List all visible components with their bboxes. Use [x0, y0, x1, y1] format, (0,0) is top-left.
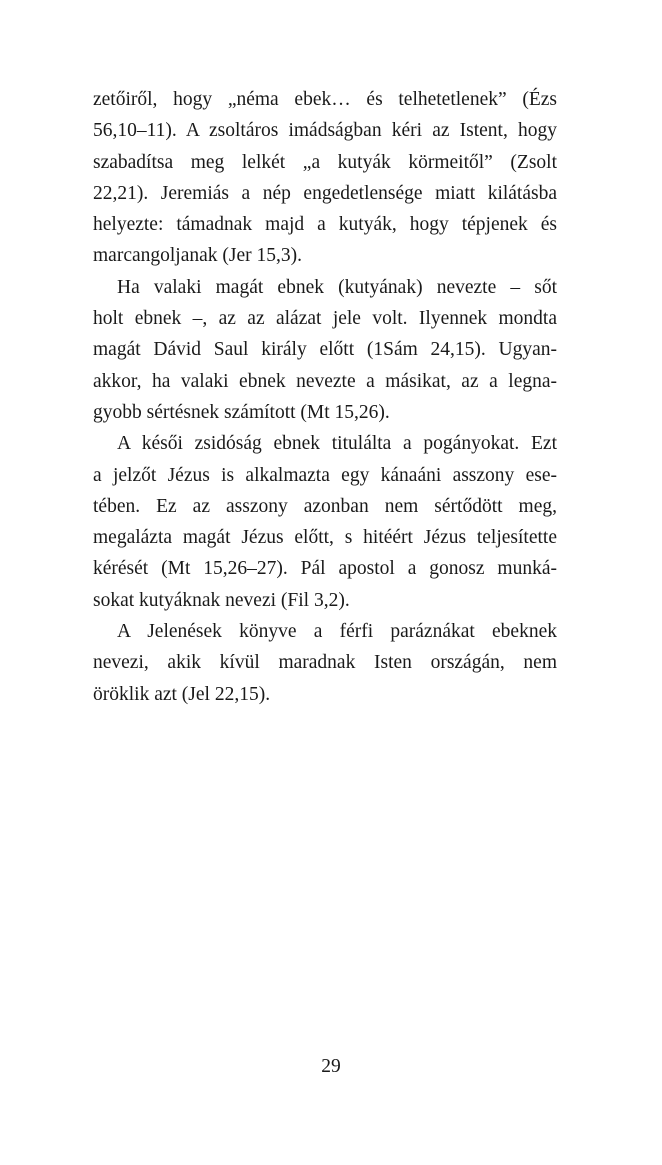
text-line: Ha valaki magát ebnek (kutyának) nevezte – sőt — [117, 276, 557, 298]
text-line: kérését (Mt 15,26–27). Pál apostol a gonosz munká- — [93, 558, 557, 580]
paragraph — [93, 272, 557, 428]
text-line: A Jelenések könyve a férfi paráznákat ebeknek — [117, 621, 557, 643]
text-line: helyezte: támadnak majd a kutyák, hogy tépjenek és — [93, 214, 557, 236]
text-line: a jelzőt Jézus is alkalmazta egy kánaáni asszony ese- — [93, 464, 557, 486]
page-body-text — [93, 84, 557, 710]
paragraph — [93, 428, 557, 616]
text-line: szabadítsa meg lelkét „a kutyák körmeitől” (Zsolt — [93, 151, 557, 173]
text-line: holt ebnek –, az az alázat jele volt. Ilyennek mondta — [93, 308, 557, 330]
text-line: megalázta magát Jézus előtt, s hitéért Jézus teljesítette — [93, 527, 557, 549]
text-line: gyobb sértésnek számított (Mt 15,26). — [93, 401, 390, 423]
text-line: tében. Ez az asszony azonban nem sértődött meg, — [93, 495, 557, 517]
text-line: 22,21). Jeremiás a nép engedetlensége miatt kilátásba — [93, 182, 557, 204]
text-line: magát Dávid Saul király előtt (1Sám 24,15). Ugyan- — [93, 339, 557, 361]
text-line: A késői zsidóság ebnek titulálta a pogányokat. Ezt — [117, 433, 557, 455]
text-line: marcangoljanak (Jer 15,3). — [93, 245, 302, 267]
text-line: nevezi, akik kívül maradnak Isten országán, nem — [93, 652, 557, 674]
text-line: akkor, ha valaki ebnek nevezte a másikat, az a legna- — [93, 370, 557, 392]
text-line: öröklik azt (Jel 22,15). — [93, 683, 271, 705]
text-line: 56,10–11). A zsoltáros imádságban kéri az Istent, hogy — [93, 120, 557, 142]
paragraph — [93, 84, 557, 272]
text-line: zetőiről, hogy „néma ebek… és telhetetlenek” (Ézs — [93, 89, 557, 110]
text-line: sokat kutyáknak nevezi (Fil 3,2). — [93, 589, 350, 611]
page-number: 29 — [321, 1056, 341, 1077]
paragraph — [93, 616, 557, 710]
